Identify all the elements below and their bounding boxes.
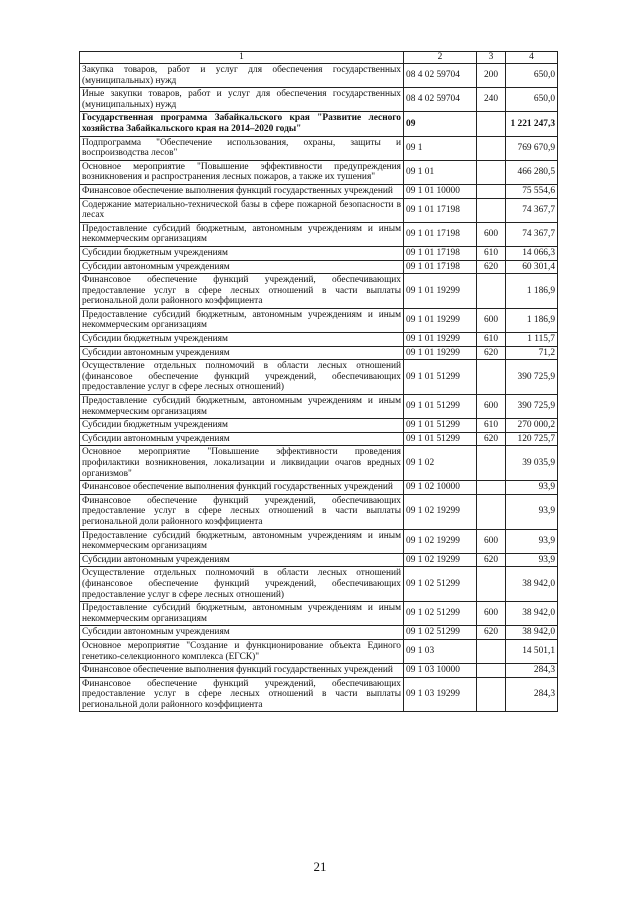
row-name: Финансовое обеспечение выполнения функций государственных учреждений bbox=[80, 481, 404, 495]
row-code: 09 1 01 19299 bbox=[404, 333, 477, 347]
row-sum: 38 942,0 bbox=[506, 567, 558, 602]
row-sum: 650,0 bbox=[506, 88, 558, 112]
row-type: 600 bbox=[477, 222, 506, 246]
row-code: 09 1 01 bbox=[404, 160, 477, 184]
row-type bbox=[477, 567, 506, 602]
row-code: 09 1 01 51299 bbox=[404, 419, 477, 433]
header-col-3: 3 bbox=[477, 52, 506, 64]
row-code: 09 1 01 19299 bbox=[404, 274, 477, 309]
row-sum: 120 725,7 bbox=[506, 432, 558, 446]
row-sum: 390 725,9 bbox=[506, 360, 558, 395]
row-name: Содержание материально-технической базы в сфере пожарной безопасности в лесах bbox=[80, 198, 404, 222]
table-row bbox=[80, 136, 558, 160]
row-type bbox=[477, 446, 506, 481]
row-sum: 74 367,7 bbox=[506, 222, 558, 246]
row-name: Субсидии бюджетным учреждениям bbox=[80, 419, 404, 433]
row-name: Финансовое обеспечение выполнения функций государственных учреждений bbox=[80, 184, 404, 198]
table-row bbox=[80, 553, 558, 567]
row-sum: 93,9 bbox=[506, 481, 558, 495]
row-name: Предоставление субсидий бюджетным, автономным учреждениям и иным некоммерческим организациям bbox=[80, 395, 404, 419]
row-type: 610 bbox=[477, 333, 506, 347]
row-code: 09 1 03 19299 bbox=[404, 677, 477, 712]
table-row bbox=[80, 664, 558, 678]
table-row bbox=[80, 64, 558, 88]
row-type: 200 bbox=[477, 64, 506, 88]
row-code: 09 1 bbox=[404, 136, 477, 160]
row-name: Основное мероприятие "Повышение эффективности проведения профилактики возникновения, локализации и ликвидации очагов вредных организмов" bbox=[80, 446, 404, 481]
row-sum: 93,9 bbox=[506, 494, 558, 529]
table-row bbox=[80, 112, 558, 136]
row-code: 09 1 02 51299 bbox=[404, 602, 477, 626]
row-name: Финансовое обеспечение выполнения функций государственных учреждений bbox=[80, 664, 404, 678]
row-name: Закупка товаров, работ и услуг для обеспечения государственных (муниципальных) нужд bbox=[80, 64, 404, 88]
row-code: 09 1 02 51299 bbox=[404, 567, 477, 602]
row-code: 09 1 02 19299 bbox=[404, 553, 477, 567]
table-row bbox=[80, 639, 558, 663]
table-row bbox=[80, 481, 558, 495]
row-code: 09 1 01 17198 bbox=[404, 198, 477, 222]
row-name: Осуществление отдельных полномочий в области лесных отношений (финансовое обеспечение функций учреждений, обеспечивающих предоставление услуг в сфере лесных отношений) bbox=[80, 360, 404, 395]
row-type: 620 bbox=[477, 626, 506, 640]
row-type: 620 bbox=[477, 260, 506, 274]
row-sum: 1 221 247,3 bbox=[506, 112, 558, 136]
header-row bbox=[80, 52, 558, 64]
table-row bbox=[80, 160, 558, 184]
row-code: 09 1 01 51299 bbox=[404, 395, 477, 419]
row-type: 620 bbox=[477, 432, 506, 446]
row-name: Подпрограмма "Обеспечение использования, охраны, защиты и воспроизводства лесов" bbox=[80, 136, 404, 160]
row-code: 09 1 03 bbox=[404, 639, 477, 663]
table-row bbox=[80, 567, 558, 602]
row-code: 09 1 02 19299 bbox=[404, 494, 477, 529]
table-row bbox=[80, 246, 558, 260]
row-name: Субсидии автономным учреждениям bbox=[80, 553, 404, 567]
table-row bbox=[80, 260, 558, 274]
row-sum: 74 367,7 bbox=[506, 198, 558, 222]
row-type: 600 bbox=[477, 602, 506, 626]
row-type bbox=[477, 198, 506, 222]
row-name: Субсидии бюджетным учреждениям bbox=[80, 333, 404, 347]
row-type: 610 bbox=[477, 246, 506, 260]
row-name: Субсидии автономным учреждениям bbox=[80, 432, 404, 446]
row-sum: 38 942,0 bbox=[506, 602, 558, 626]
row-sum: 1 186,9 bbox=[506, 274, 558, 309]
row-name: Финансовое обеспечение функций учреждений, обеспечивающих предоставление услуг в сфере лесных отношений в части выплаты региональной доли районного коэффициента bbox=[80, 677, 404, 712]
row-type bbox=[477, 677, 506, 712]
header-col-4: 4 bbox=[506, 52, 558, 64]
row-sum: 71,2 bbox=[506, 346, 558, 360]
row-sum: 75 554,6 bbox=[506, 184, 558, 198]
table-row bbox=[80, 529, 558, 553]
row-type bbox=[477, 184, 506, 198]
row-sum: 650,0 bbox=[506, 64, 558, 88]
row-code: 09 1 01 19299 bbox=[404, 308, 477, 332]
table-row bbox=[80, 432, 558, 446]
table-row bbox=[80, 602, 558, 626]
row-code: 09 1 01 17198 bbox=[404, 260, 477, 274]
table-row bbox=[80, 395, 558, 419]
row-code: 09 1 01 51299 bbox=[404, 432, 477, 446]
row-type bbox=[477, 136, 506, 160]
row-name: Субсидии автономным учреждениям bbox=[80, 626, 404, 640]
table-row bbox=[80, 198, 558, 222]
row-code: 09 1 01 17198 bbox=[404, 222, 477, 246]
row-name: Основное мероприятие "Повышение эффективности предупреждения возникновения и распространения лесных пожаров, а также их тушения" bbox=[80, 160, 404, 184]
header-col-2: 2 bbox=[404, 52, 477, 64]
row-type bbox=[477, 481, 506, 495]
row-sum: 466 280,5 bbox=[506, 160, 558, 184]
table-row bbox=[80, 446, 558, 481]
table-row bbox=[80, 184, 558, 198]
row-type: 620 bbox=[477, 553, 506, 567]
row-type: 620 bbox=[477, 346, 506, 360]
row-sum: 390 725,9 bbox=[506, 395, 558, 419]
row-name: Основное мероприятие "Создание и функционирование объекта Единого генетико-селекционного комплекса (ЕГСК)" bbox=[80, 639, 404, 663]
row-code: 09 1 01 17198 bbox=[404, 246, 477, 260]
row-type: 610 bbox=[477, 419, 506, 433]
row-code: 09 1 01 51299 bbox=[404, 360, 477, 395]
row-code: 08 4 02 59704 bbox=[404, 64, 477, 88]
row-type bbox=[477, 274, 506, 309]
row-code: 09 1 01 19299 bbox=[404, 346, 477, 360]
row-code: 09 bbox=[404, 112, 477, 136]
table-row bbox=[80, 419, 558, 433]
row-sum: 93,9 bbox=[506, 553, 558, 567]
row-type bbox=[477, 494, 506, 529]
row-type bbox=[477, 639, 506, 663]
row-code: 09 1 03 10000 bbox=[404, 664, 477, 678]
table-row bbox=[80, 626, 558, 640]
table-row bbox=[80, 360, 558, 395]
row-sum: 14 066,3 bbox=[506, 246, 558, 260]
row-name: Субсидии бюджетным учреждениям bbox=[80, 246, 404, 260]
row-sum: 93,9 bbox=[506, 529, 558, 553]
row-sum: 284,3 bbox=[506, 664, 558, 678]
row-sum: 60 301,4 bbox=[506, 260, 558, 274]
row-type bbox=[477, 160, 506, 184]
row-name: Предоставление субсидий бюджетным, автономным учреждениям и иным некоммерческим организациям bbox=[80, 602, 404, 626]
row-sum: 1 186,9 bbox=[506, 308, 558, 332]
row-sum: 284,3 bbox=[506, 677, 558, 712]
budget-table bbox=[79, 51, 558, 712]
row-code: 09 1 02 bbox=[404, 446, 477, 481]
row-type bbox=[477, 360, 506, 395]
row-type: 600 bbox=[477, 395, 506, 419]
row-name: Предоставление субсидий бюджетным, автономным учреждениям и иным некоммерческим организациям bbox=[80, 529, 404, 553]
row-name: Предоставление субсидий бюджетным, автономным учреждениям и иным некоммерческим организациям bbox=[80, 308, 404, 332]
table-row bbox=[80, 88, 558, 112]
row-name: Предоставление субсидий бюджетным, автономным учреждениям и иным некоммерческим организациям bbox=[80, 222, 404, 246]
row-sum: 38 942,0 bbox=[506, 626, 558, 640]
table-row bbox=[80, 222, 558, 246]
row-name: Финансовое обеспечение функций учреждений, обеспечивающих предоставление услуг в сфере лесных отношений в части выплаты региональной доли районного коэффициента bbox=[80, 494, 404, 529]
page-number: 21 bbox=[313, 859, 327, 874]
table-row bbox=[80, 333, 558, 347]
row-type: 240 bbox=[477, 88, 506, 112]
row-name: Субсидии автономным учреждениям bbox=[80, 260, 404, 274]
row-sum: 39 035,9 bbox=[506, 446, 558, 481]
budget-table-container bbox=[79, 51, 557, 712]
table-row bbox=[80, 494, 558, 529]
row-name: Субсидии автономным учреждениям bbox=[80, 346, 404, 360]
row-name: Государственная программа Забайкальского края "Развитие лесного хозяйства Забайкальского края на 2014–2020 годы" bbox=[80, 112, 404, 136]
row-type: 600 bbox=[477, 308, 506, 332]
row-type bbox=[477, 112, 506, 136]
row-sum: 769 670,9 bbox=[506, 136, 558, 160]
row-name: Финансовое обеспечение функций учреждений, обеспечивающих предоставление услуг в сфере лесных отношений в части выплаты региональной доли районного коэффициента bbox=[80, 274, 404, 309]
table-row bbox=[80, 346, 558, 360]
row-code: 09 1 02 10000 bbox=[404, 481, 477, 495]
row-sum: 270 000,2 bbox=[506, 419, 558, 433]
row-code: 09 1 01 10000 bbox=[404, 184, 477, 198]
row-type: 600 bbox=[477, 529, 506, 553]
table-row bbox=[80, 677, 558, 712]
row-name: Осуществление отдельных полномочий в области лесных отношений (финансовое обеспечение функций учреждений, обеспечивающих предоставление услуг в сфере лесных отношений) bbox=[80, 567, 404, 602]
row-sum: 14 501,1 bbox=[506, 639, 558, 663]
row-code: 09 1 02 19299 bbox=[404, 529, 477, 553]
header-col-1: 1 bbox=[80, 52, 404, 64]
table-row bbox=[80, 274, 558, 309]
row-code: 08 4 02 59704 bbox=[404, 88, 477, 112]
row-type bbox=[477, 664, 506, 678]
table-row bbox=[80, 308, 558, 332]
row-code: 09 1 02 51299 bbox=[404, 626, 477, 640]
row-sum: 1 115,7 bbox=[506, 333, 558, 347]
row-name: Иные закупки товаров, работ и услуг для обеспечения государственных (муниципальных) нужд bbox=[80, 88, 404, 112]
